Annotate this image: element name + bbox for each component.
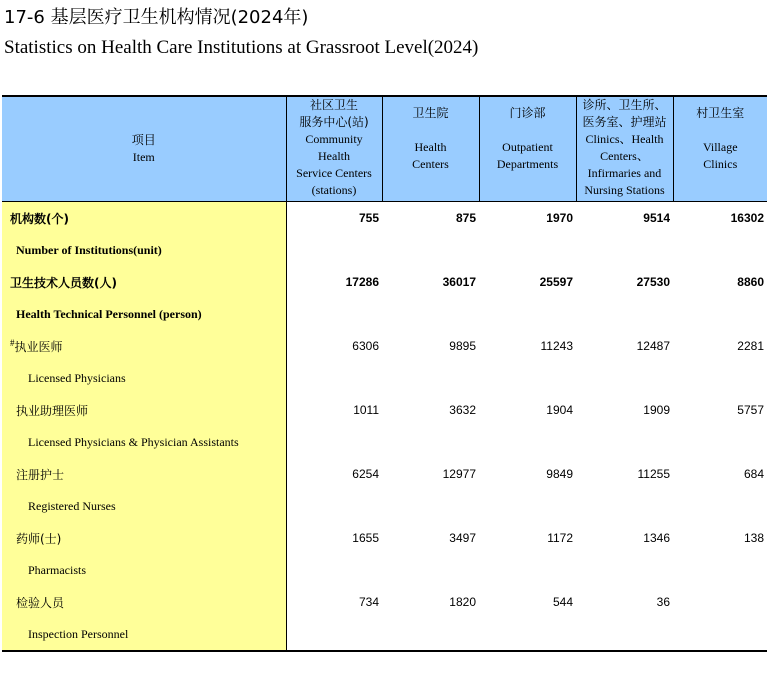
table-title-cn: 17-6 基层医疗卫生机构情况(2024年): [4, 7, 309, 28]
header-clinics: [576, 96, 673, 202]
header-outpatient: [479, 96, 576, 202]
table-row: [2, 586, 767, 618]
cell: 684: [743, 467, 764, 481]
cell: 8860: [737, 275, 764, 289]
header-text: 门诊部: [509, 106, 546, 120]
label-text: 注册护士: [16, 467, 65, 482]
header-community-health: [286, 96, 382, 202]
table-row: [2, 394, 767, 426]
header-village-clinics: [673, 96, 767, 202]
table-row: [2, 458, 767, 490]
table-title-en: Statistics on Health Care Institutions at Grassroot Level(2024): [4, 37, 479, 58]
cell: 1904: [546, 403, 573, 417]
label-text: Inspection Personnel: [28, 626, 129, 641]
row-label-en: [2, 298, 286, 330]
header-row: [2, 96, 767, 202]
header-text: 社区卫生: [309, 98, 358, 112]
header-text: Service Centers: [296, 166, 372, 180]
cell: 9895: [449, 339, 476, 353]
header-item-cn: 项目: [131, 133, 156, 147]
table-row: [2, 234, 767, 266]
label-text: Licensed Physicians: [28, 370, 126, 385]
cell: 11255: [637, 467, 670, 481]
header-item-en: Item: [132, 150, 155, 164]
header-text: (stations): [311, 183, 357, 197]
header-text: Village: [702, 140, 738, 154]
label-text: 机构数(个): [10, 211, 69, 226]
cell: 36: [656, 595, 670, 609]
cell: 36017: [442, 275, 476, 289]
cell: 1011: [353, 403, 379, 417]
row-label-cn: [2, 394, 286, 426]
row-label-cn: [2, 202, 286, 235]
label-text: 药师(士): [16, 531, 62, 546]
label-text: Licensed Physicians & Physician Assistants: [28, 434, 239, 449]
cell: 6306: [352, 339, 379, 353]
header-text: Centers: [412, 157, 449, 171]
header-text: Outpatient: [502, 140, 553, 154]
header-text: 医务室、护理站: [582, 115, 667, 129]
table-row: [2, 618, 767, 651]
row-label-en: [2, 362, 286, 394]
table-row: [2, 266, 767, 298]
header-text: Clinics、Health: [585, 132, 664, 146]
label-text: 执业助理医师: [16, 403, 89, 418]
header-text: Health: [414, 140, 447, 154]
row-label-cn: [2, 330, 286, 362]
cell: 11243: [540, 339, 573, 353]
cell: 5757: [737, 403, 764, 417]
header-text: Nursing Stations: [584, 183, 665, 197]
row-label-en: [2, 234, 286, 266]
table-row: [2, 554, 767, 586]
cell: 1909: [643, 403, 670, 417]
cell: 12977: [442, 467, 476, 481]
table-row: [2, 522, 767, 554]
row-label-cn: [2, 522, 286, 554]
header-text: Clinics: [703, 157, 738, 171]
header-text: Departments: [496, 157, 559, 171]
header-text: Centers、: [600, 149, 649, 163]
header-text: Health: [318, 149, 350, 163]
table-row: [2, 426, 767, 458]
label-text: Health Technical Personnel (person): [16, 306, 202, 321]
header-text: 卫生院: [412, 106, 449, 120]
table-row: [2, 330, 767, 362]
header-text: Infirmaries and: [587, 166, 662, 180]
cell: 25597: [539, 275, 573, 289]
row-label-en: [2, 554, 286, 586]
cell: 1820: [449, 595, 476, 609]
cell: 734: [358, 595, 379, 609]
row-label-en: [2, 618, 286, 651]
row-label-cn: [2, 458, 286, 490]
label-text: 卫生技术人员数(人): [10, 275, 117, 290]
label-text: Number of Institutions(unit): [16, 242, 162, 257]
row-label-en: [2, 426, 286, 458]
table-row: [2, 490, 767, 522]
header-text: Community: [305, 132, 363, 146]
cell: 875: [455, 211, 476, 225]
cell: 9514: [643, 211, 670, 225]
cell: 6254: [352, 467, 379, 481]
table-row: [2, 202, 767, 235]
header-text: 诊所、卫生所、: [582, 98, 667, 112]
row-label-en: [2, 490, 286, 522]
label-text: Registered Nurses: [28, 498, 116, 513]
cell: 3497: [449, 531, 476, 545]
cell: 3632: [449, 403, 476, 417]
label-text: 执业医师: [14, 339, 63, 354]
cell: 544: [552, 595, 573, 609]
cell: 27530: [636, 275, 670, 289]
cell: 755: [358, 211, 379, 225]
cell: 9849: [546, 467, 573, 481]
row-label-cn: [2, 586, 286, 618]
label-text: Pharmacists: [28, 562, 86, 577]
header-item: [2, 96, 286, 202]
cell: 2281: [737, 339, 764, 353]
cell: 16302: [730, 211, 764, 225]
cell: [673, 586, 767, 618]
cell: 138: [743, 531, 764, 545]
cell: 1346: [643, 531, 670, 545]
row-label-cn: [2, 266, 286, 298]
cell: 17286: [345, 275, 379, 289]
statistics-table: [2, 95, 767, 652]
cell: 1172: [547, 531, 573, 545]
table-row: [2, 298, 767, 330]
header-text: 村卫生室: [696, 106, 745, 120]
table-row: [2, 362, 767, 394]
cell: 1970: [546, 211, 573, 225]
cell: 1655: [352, 531, 379, 545]
cell: 12487: [636, 339, 670, 353]
label-text: 检验人员: [16, 595, 65, 610]
header-health-centers: [382, 96, 479, 202]
footnote-mark: #: [10, 337, 15, 348]
header-text: 服务中心(站): [299, 115, 369, 129]
